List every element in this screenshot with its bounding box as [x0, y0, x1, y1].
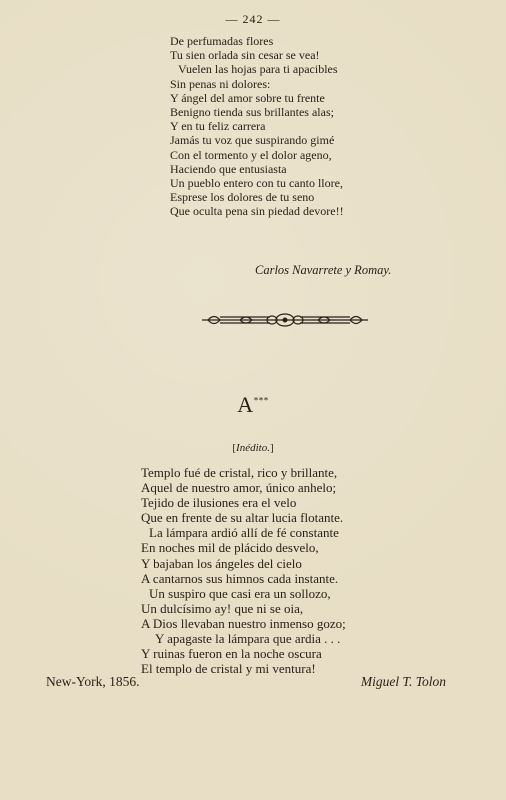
subtitle-bracket-open: [: [232, 442, 237, 454]
title-letter: A: [237, 392, 254, 417]
poem-line: A cantarnos sus himnos cada instante.: [141, 570, 339, 586]
poem-line: Y en tu feliz carrera: [170, 119, 266, 134]
poem-line: Esprese los dolores de tu seno: [170, 190, 315, 205]
poem-2: [141, 465, 421, 676]
poem-line: El templo de cristal y mi ventura!: [141, 661, 316, 677]
poem-line: Y bajaban los ángeles del cielo: [141, 555, 302, 571]
poem-line: Y ángel del amor sobre tu frente: [170, 90, 325, 105]
poem-line: Jamás tu voz que suspirando gimé: [170, 133, 335, 148]
poem-line: Que en frente de su altar lucia flotante.: [141, 510, 344, 526]
poem-line: La lámpara ardió allí de fé constante: [149, 525, 339, 541]
poem-line: Que oculta pena sin piedad devore!!: [170, 204, 344, 219]
poem-line: Templo fué de cristal, rico y brillante,: [141, 465, 338, 480]
subtitle-bracket-close: ]: [269, 442, 274, 454]
poem-line: Benigno tienda sus brillantes alas;: [170, 105, 334, 120]
poem-line: Con el tormento y el dolor ageno,: [170, 147, 332, 162]
poem-line: A Dios llevaban nuestro inmenso gozo;: [141, 615, 346, 631]
ornament-divider-icon: [200, 309, 370, 331]
poem-line: Un dulcísimo ay! que ni se oia,: [141, 600, 304, 616]
poem-line: Haciendo que entusiasta: [170, 161, 287, 176]
poem-1-attribution: Carlos Navarrete y Romay.: [255, 263, 392, 277]
poem-line: Tu sien orlada sin cesar se vea!: [170, 48, 320, 63]
poem-line: Y ruinas fueron en la noche oscura: [141, 646, 322, 662]
poem-2-subtitle: [0, 442, 506, 454]
subtitle-text: Inédito.: [236, 442, 270, 454]
poem-line: En noches mil de plácido desvelo,: [141, 540, 319, 556]
poem-line: Aquel de nuestro amor, único anhelo;: [141, 480, 337, 496]
poem-line: Sin penas ni dolores:: [170, 76, 271, 91]
poem-line: Un pueblo entero con tu canto llore,: [170, 176, 343, 191]
poem-line: Un suspiro que casi era un sollozo,: [149, 585, 331, 601]
page-number: — 242 —: [225, 12, 281, 26]
poem-2-title: [0, 392, 506, 418]
poem-1: [170, 34, 430, 219]
title-stars: ***: [253, 395, 269, 406]
poem-line: Tejido de ilusiones era el velo: [141, 495, 297, 511]
poem-2-author: Miguel T. Tolon: [360, 674, 446, 689]
poem-line: Y apagaste la lámpara que ardia . . .: [155, 631, 341, 647]
poem-line: De perfumadas flores: [170, 34, 274, 48]
place-date: New-York, 1856.: [46, 674, 140, 689]
poem-line: Vuelen las hojas para ti apacibles: [178, 62, 338, 77]
